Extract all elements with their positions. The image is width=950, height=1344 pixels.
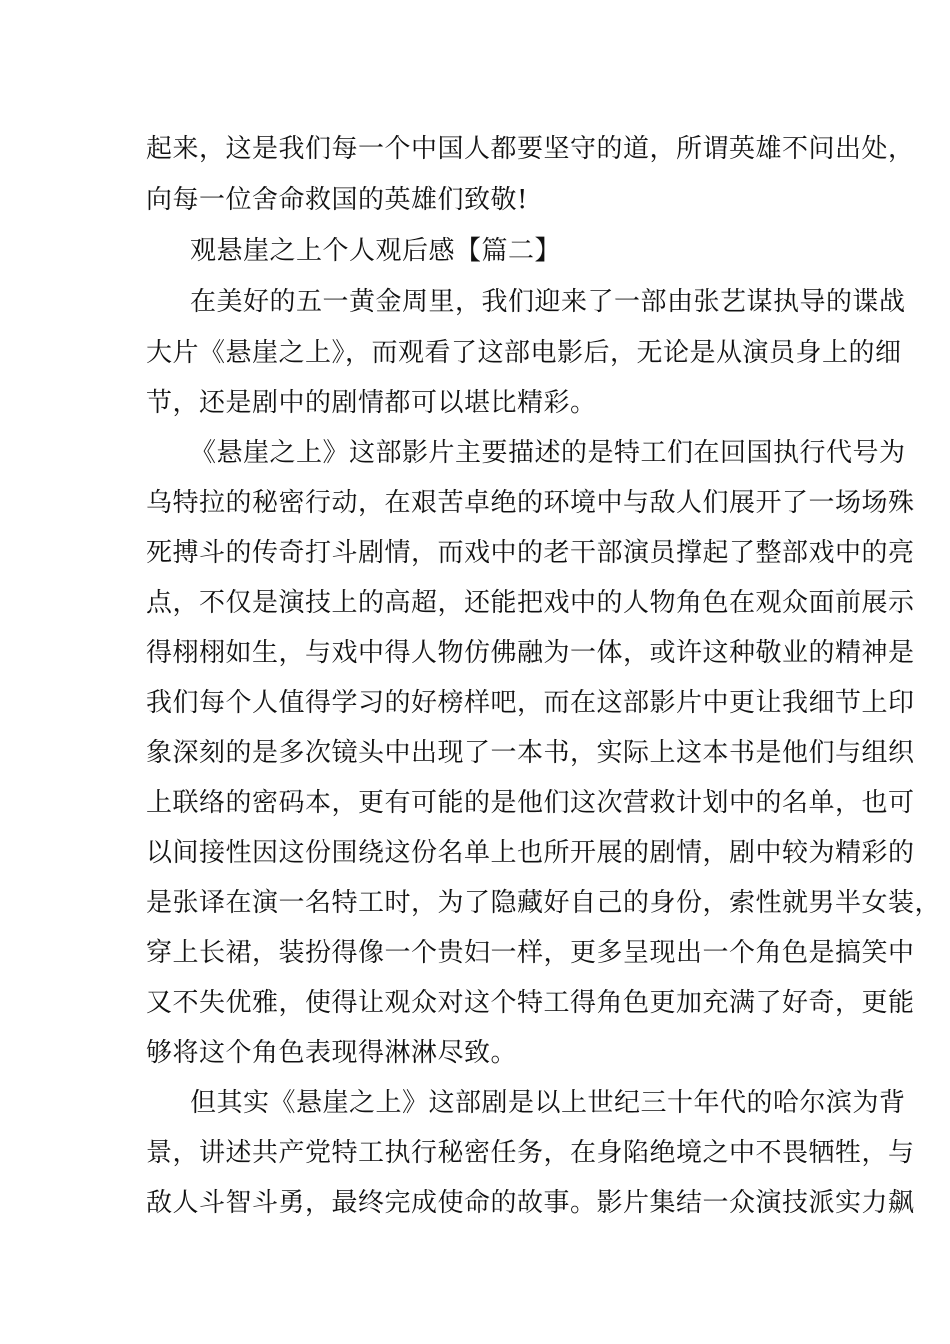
text-line: 死搏斗的传奇打斗剧情，而戏中的老干部演员撑起了整部戏中的亮 (146, 538, 915, 568)
text-line: 起来，这是我们每一个中国人都要坚守的道，所谓英雄不问出处， (146, 134, 915, 164)
text-line: 我们每个人值得学习的好榜样吧，而在这部影片中更让我细节上印 (146, 688, 915, 718)
text-line: 够将这个角色表现得淋淋尽致。 (146, 1038, 518, 1068)
text-line: 在美好的五一黄金周里，我们迎来了一部由张艺谋执导的谍战 (190, 287, 906, 317)
text-line: 但其实《悬崖之上》这部剧是以上世纪三十年代的哈尔滨为背 (190, 1088, 906, 1118)
text-line: 上联络的密码本，更有可能的是他们这次营救计划中的名单，也可 (146, 788, 915, 818)
text-line: 乌特拉的秘密行动，在艰苦卓绝的环境中与敌人们展开了一场场殊 (146, 488, 915, 518)
text-line: 向每一位舍命救国的英雄们致敬! (146, 185, 528, 215)
text-line: 大片《悬崖之上》，而观看了这部电影后，无论是从演员身上的细 (146, 338, 902, 368)
text-line: 象深刻的是多次镜头中出现了一本书，实际上这本书是他们与组织 (146, 738, 915, 768)
section-heading: 观悬崖之上个人观后感【篇二】 (190, 236, 562, 266)
text-line: 景，讲述共产党特工执行秘密任务，在身陷绝境之中不畏牺牲，与 (146, 1138, 915, 1168)
text-line: 《悬崖之上》这部影片主要描述的是特工们在回国执行代号为 (190, 438, 906, 468)
text-line: 以间接性因这份围绕这份名单上也所开展的剧情，剧中较为精彩的 (146, 838, 915, 868)
text-line: 节，还是剧中的剧情都可以堪比精彩。 (146, 388, 597, 418)
text-line: 敌人斗智斗勇，最终完成使命的故事。影片集结一众演技派实力飙 (146, 1188, 915, 1218)
text-line: 是张译在演一名特工时，为了隐藏好自己的身份，索性就男半女装， (146, 888, 942, 918)
text-line: 又不失优雅，使得让观众对这个特工得角色更加充满了好奇，更能 (146, 988, 915, 1018)
text-line: 得栩栩如生，与戏中得人物仿佛融为一体，或许这种敬业的精神是 (146, 638, 915, 668)
text-line: 点，不仅是演技上的高超，还能把戏中的人物角色在观众面前展示 (146, 588, 915, 618)
text-line: 穿上长裙，装扮得像一个贵妇一样，更多呈现出一个角色是搞笑中 (146, 938, 915, 968)
